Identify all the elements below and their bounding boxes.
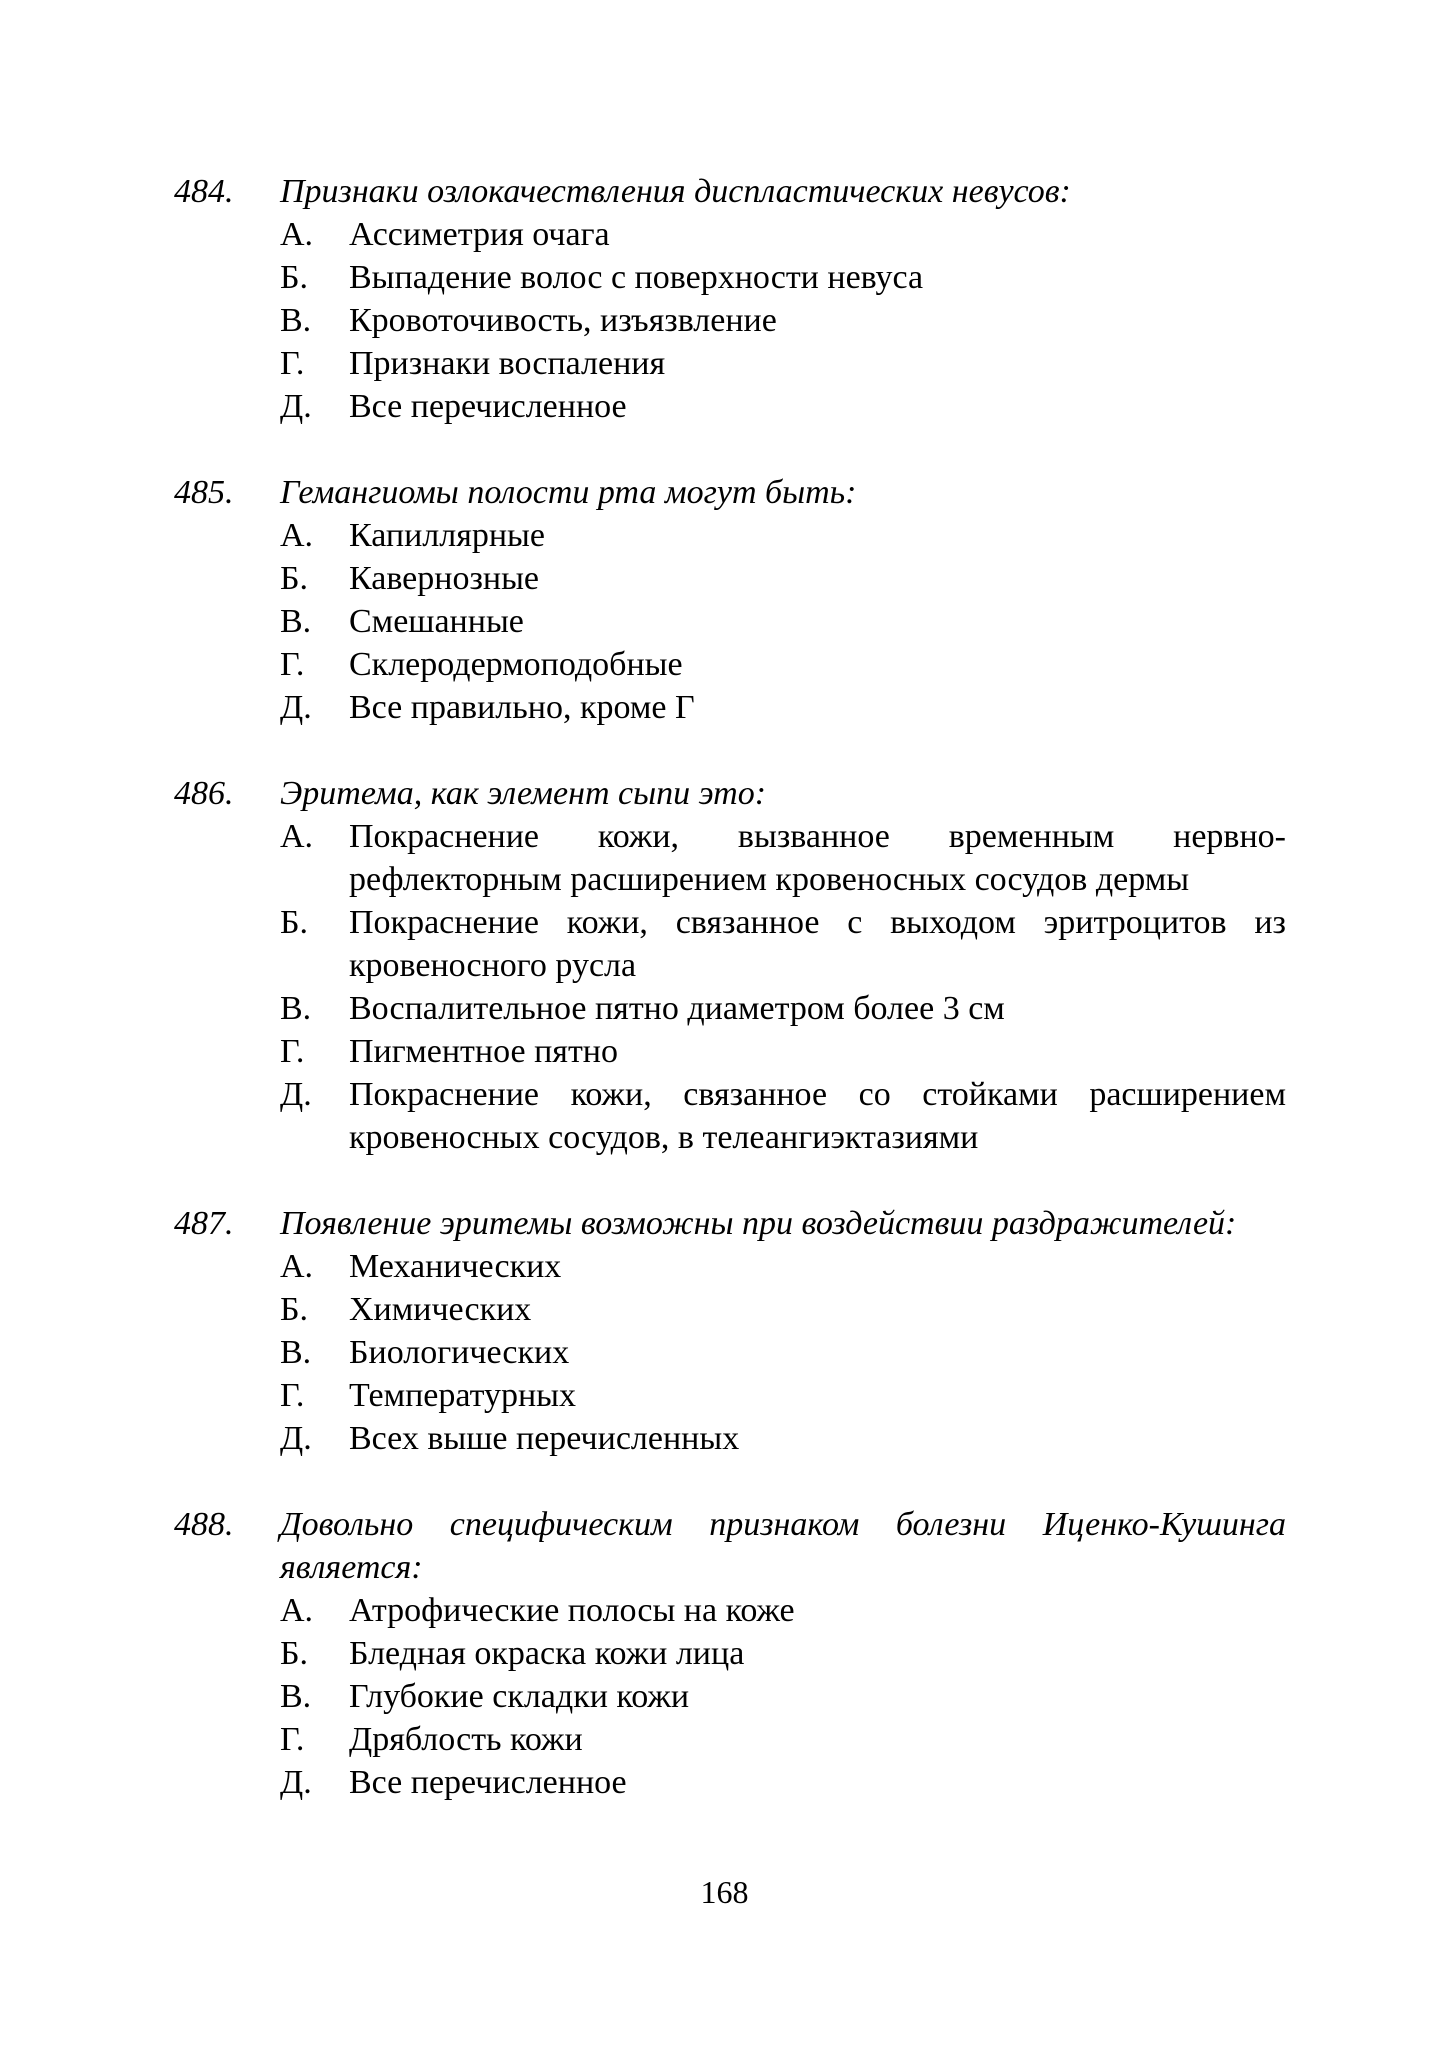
answer-option xyxy=(280,901,1286,987)
option-text: Все перечисленное xyxy=(349,388,627,425)
option-text: Химических xyxy=(349,1291,532,1328)
option-text: Капиллярные xyxy=(349,517,545,554)
answer-option xyxy=(280,815,1286,901)
option-letter: Д. xyxy=(280,1076,312,1113)
question-text: Появление эритемы возможны при воздействии раздражителей: xyxy=(280,1205,1237,1242)
option-letter: Г. xyxy=(280,345,305,382)
option-text: Кровоточивость, изъязвление xyxy=(349,302,777,339)
answer-option xyxy=(280,643,1286,686)
question-number: 484. xyxy=(174,173,234,210)
option-text: Покраснение кожи, вызванное временным нервно-рефлекторным расширением кровеносных сосудов дермы xyxy=(349,818,1286,898)
option-letter: Д. xyxy=(280,388,312,425)
answer-options xyxy=(174,514,1286,729)
option-text: Бледная окраска кожи лица xyxy=(349,1635,745,1672)
question-stem xyxy=(174,1503,1286,1589)
answer-option xyxy=(280,1331,1286,1374)
question-stem xyxy=(174,471,1286,514)
option-text: Смешанные xyxy=(349,603,524,640)
question-text: Признаки озлокачествления диспластических невусов: xyxy=(280,173,1071,210)
question-block xyxy=(174,1202,1286,1460)
answer-options xyxy=(174,815,1286,1159)
option-letter: А. xyxy=(280,216,314,253)
option-letter: Д. xyxy=(280,1420,312,1457)
question-number: 485. xyxy=(174,474,234,511)
option-letter: Б. xyxy=(280,560,309,597)
option-letter: Д. xyxy=(280,689,312,726)
option-letter: Б. xyxy=(280,1291,309,1328)
option-text: Все правильно, кроме Г xyxy=(349,689,695,726)
option-letter: В. xyxy=(280,302,312,339)
option-letter: Б. xyxy=(280,904,309,941)
question-number: 487. xyxy=(174,1205,234,1242)
answer-options xyxy=(174,1589,1286,1804)
question-stem xyxy=(174,1202,1286,1245)
option-text: Кавернозные xyxy=(349,560,540,597)
question-stem xyxy=(174,170,1286,213)
option-letter: Б. xyxy=(280,1635,309,1672)
option-text: Глубокие складки кожи xyxy=(349,1678,690,1715)
answer-option xyxy=(280,1718,1286,1761)
option-letter: Г. xyxy=(280,646,305,683)
option-letter: В. xyxy=(280,1678,312,1715)
answer-option xyxy=(280,1632,1286,1675)
answer-option xyxy=(280,600,1286,643)
answer-option xyxy=(280,514,1286,557)
question-text: Гемангиомы полости рта могут быть: xyxy=(280,474,857,511)
option-letter: Б. xyxy=(280,259,309,296)
question-text: Эритема, как элемент сыпи это: xyxy=(280,775,767,812)
page-number: 168 xyxy=(700,1874,749,1910)
option-text: Покраснение кожи, связанное с выходом эритроцитов из кровеносного русла xyxy=(349,904,1286,984)
question-stem xyxy=(174,772,1286,815)
answer-option xyxy=(280,686,1286,729)
option-letter: А. xyxy=(280,1248,314,1285)
option-text: Всех выше перечисленных xyxy=(349,1420,740,1457)
option-text: Дряблость кожи xyxy=(349,1721,583,1758)
answer-options xyxy=(174,1245,1286,1460)
question-block xyxy=(174,471,1286,729)
option-text: Пигментное пятно xyxy=(349,1033,618,1070)
option-text: Признаки воспаления xyxy=(349,345,666,382)
option-letter: В. xyxy=(280,990,312,1027)
answer-option xyxy=(280,1589,1286,1632)
option-text: Воспалительное пятно диаметром более 3 см xyxy=(349,990,1005,1027)
option-text: Все перечисленное xyxy=(349,1764,627,1801)
option-text: Температурных xyxy=(349,1377,577,1414)
answer-option xyxy=(280,1374,1286,1417)
answer-options xyxy=(174,213,1286,428)
option-text: Ассиметрия очага xyxy=(349,216,610,253)
answer-option xyxy=(280,256,1286,299)
answer-option xyxy=(280,1675,1286,1718)
answer-option xyxy=(280,342,1286,385)
question-block xyxy=(174,170,1286,428)
option-letter: В. xyxy=(280,603,312,640)
option-letter: Г. xyxy=(280,1377,305,1414)
answer-option xyxy=(280,213,1286,256)
question-text: Довольно специфическим признаком болезни Иценко-Кушинга является: xyxy=(280,1506,1286,1586)
answer-option xyxy=(280,1073,1286,1159)
answer-option xyxy=(280,1245,1286,1288)
answer-option xyxy=(280,987,1286,1030)
option-letter: Г. xyxy=(280,1033,305,1070)
option-text: Механических xyxy=(349,1248,562,1285)
answer-option xyxy=(280,1417,1286,1460)
question-number: 486. xyxy=(174,775,234,812)
option-letter: А. xyxy=(280,1592,314,1629)
option-letter: В. xyxy=(280,1334,312,1371)
option-text: Атрофические полосы на коже xyxy=(349,1592,795,1629)
question-block xyxy=(174,1503,1286,1804)
option-letter: А. xyxy=(280,818,314,855)
option-letter: Д. xyxy=(280,1764,312,1801)
question-list xyxy=(174,170,1286,1804)
answer-option xyxy=(280,299,1286,342)
option-text: Покраснение кожи, связанное со стойками расширением кровеносных сосудов, в телеангиэктазиями xyxy=(349,1076,1286,1156)
option-letter: Г. xyxy=(280,1721,305,1758)
answer-option xyxy=(280,557,1286,600)
option-text: Выпадение волос с поверхности невуса xyxy=(349,259,924,296)
question-number: 488. xyxy=(174,1506,234,1543)
option-text: Склеродермоподобные xyxy=(349,646,683,683)
option-letter: А. xyxy=(280,517,314,554)
answer-option xyxy=(280,385,1286,428)
option-text: Биологических xyxy=(349,1334,570,1371)
answer-option xyxy=(280,1030,1286,1073)
answer-option xyxy=(280,1761,1286,1804)
question-block xyxy=(174,772,1286,1159)
answer-option xyxy=(280,1288,1286,1331)
